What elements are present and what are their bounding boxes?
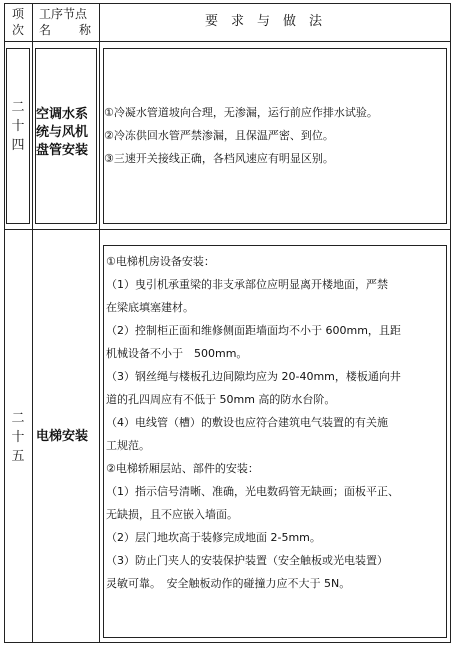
requirement-line: 无缺损，且不应嵌入墙面。 — [106, 508, 238, 521]
requirement-line: （1）曳引机承重梁的非支承部位应明显离开楼地面，严禁 — [106, 278, 388, 291]
header-col1-line1: 项 — [12, 7, 25, 21]
requirement-line: （1）指示信号清晰、准确，光电数码管无缺画；面板平正、 — [106, 485, 399, 498]
row-divider — [5, 229, 450, 230]
row-24-name-line-1: 空调水系 — [36, 107, 89, 122]
requirement-line: （2）控制柜正面和维修侧面距墙面均不小于 600mm，且距 — [106, 324, 401, 337]
row-24-number-char-3: 四 — [11, 138, 25, 153]
header-col2-line1: 工序节点 — [39, 7, 88, 21]
requirement-line: 在梁底填塞建材。 — [106, 301, 194, 314]
requirement-line: ②电梯轿厢层站、部件的安装： — [106, 462, 259, 475]
requirement-line: 工规范。 — [106, 439, 150, 452]
requirement-line: 道的孔四周应有不低于 50mm 高的防水台阶。 — [106, 393, 336, 406]
row-24-name-line-2: 统与风机 — [36, 125, 89, 140]
row-25-number-char-3: 五 — [11, 449, 25, 464]
requirement-line: （3）防止门夹人的安装保护装置（安全触板或光电装置） — [106, 554, 388, 567]
header-col2-line2-b: 称 — [79, 23, 92, 37]
row-24-number-box — [6, 48, 30, 224]
row-25-number-char-1: 二 — [11, 411, 25, 426]
requirement-line: ①电梯机房设备安装： — [106, 255, 215, 268]
requirement-line: ②冷冻供回水管严禁渗漏，且保温严密、到位。 — [104, 129, 334, 142]
row-25-name-line-1: 电梯安装 — [36, 429, 89, 444]
row-24-name-line-3: 盘管安装 — [36, 143, 89, 158]
column-divider-1 — [32, 4, 33, 642]
header-col1-line2: 次 — [12, 23, 25, 37]
header-col2-line2-a: 名 — [39, 23, 52, 37]
requirement-line: ③三速开关接线正确，各档风速应有明显区别。 — [104, 152, 334, 165]
requirement-line: （4）电线管（槽）的敷设也应符合建筑电气装置的有关施 — [106, 416, 388, 429]
column-divider-2 — [99, 4, 100, 642]
requirement-line: 机械设备不小于 500mm。 — [106, 347, 248, 360]
row-24-number-char-2: 十 — [11, 119, 25, 134]
row-24-number-char-1: 二 — [11, 100, 25, 115]
requirement-line: （2）层门地坎高于装修完成地面 2-5mm。 — [106, 531, 321, 544]
requirement-line: ①冷凝水管道坡向合理，无渗漏，运行前应作排水试验。 — [104, 106, 378, 119]
header-col3: 要 求 与 做 法 — [205, 14, 323, 29]
row-25-number-char-2: 十 — [11, 430, 25, 445]
header-divider — [5, 41, 450, 42]
requirement-line: 灵敏可靠。 安全触板动作的碰撞力应不大于 5N。 — [106, 577, 351, 590]
requirement-line: （3）钢丝绳与楼板孔边间隙均应为 20-40mm，楼板通向井 — [106, 370, 401, 383]
construction-requirements-table — [4, 3, 451, 643]
